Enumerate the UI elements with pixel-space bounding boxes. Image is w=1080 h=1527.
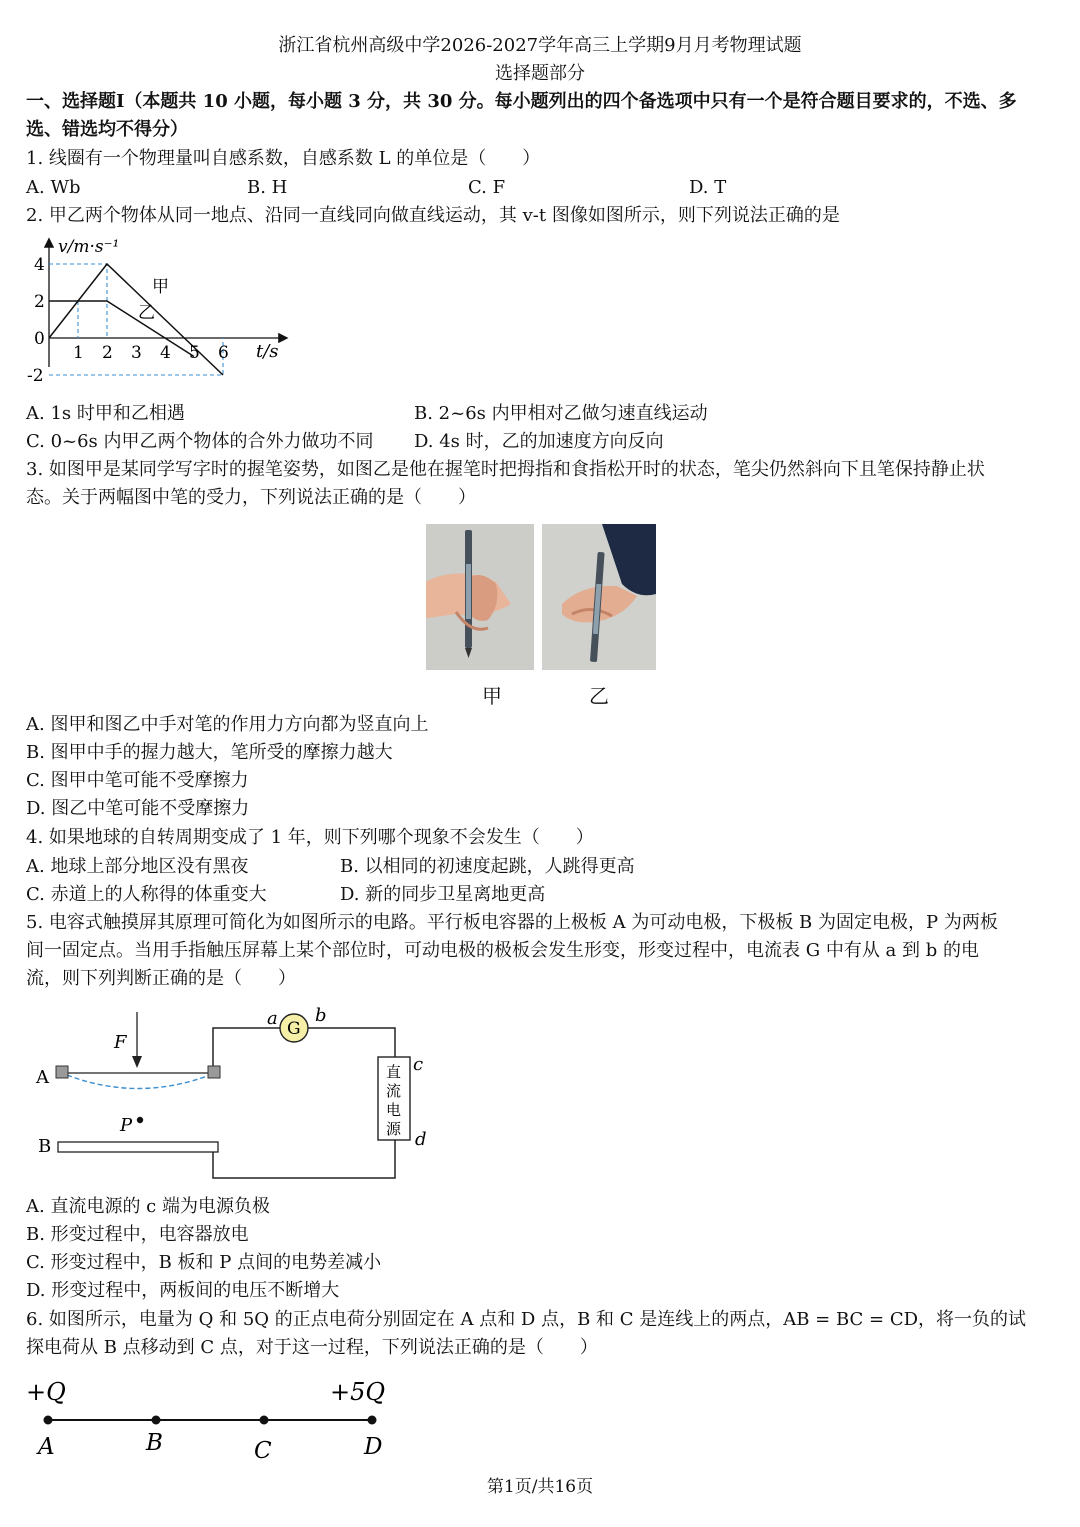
q3-option-a: A. 图甲和图乙中手对笔的作用力方向都为竖直向上	[26, 714, 429, 735]
point-p-label: P	[120, 1115, 133, 1136]
section-subtitle: 选择题部分	[495, 63, 585, 84]
q6-stem-line1: 6. 如图所示，电量为 Q 和 5Q 的正点电荷分别固定在 A 点和 D 点，B 和 C 是连线上的两点，AB = BC = CD，将一负的试	[26, 1309, 1027, 1330]
q1-option-d: D. T	[689, 177, 727, 198]
q2-option-d: D. 4s 时，乙的加速度方向反向	[414, 431, 664, 452]
page-footer: 第1页/共16页	[486, 1477, 594, 1497]
q2-option-c: C. 0~6s 内甲乙两个物体的合外力做功不同	[26, 431, 374, 452]
deformed-plate	[67, 1075, 210, 1089]
point-d	[368, 1416, 377, 1425]
section-instruction-line1: 一、选择题I（本题共 10 小题，每小题 3 分，共 30 分。每小题列出的四个备选项中只有一个是符合题目要求的，不选、多	[26, 91, 1017, 112]
q6-stem-line2: 探电荷从 B 点移动到 C 点，对于这一过程，下列说法正确的是（ ）	[26, 1337, 598, 1358]
charge-left-label: +Q	[26, 1378, 66, 1406]
plate-a-left-support	[56, 1066, 68, 1078]
q2-option-b: B. 2~6s 内甲相对乙做匀速直线运动	[414, 403, 708, 424]
q5-option-b: B. 形变过程中，电容器放电	[26, 1224, 249, 1245]
plate-b	[58, 1142, 218, 1152]
photo-yi	[542, 524, 656, 670]
terminal-a-label: a	[267, 1008, 278, 1029]
q4-option-a: A. 地球上部分地区没有黑夜	[26, 856, 249, 877]
point-d-label: D	[364, 1434, 383, 1460]
y-tick-label: 2	[34, 292, 45, 312]
q3-stem-line1: 3. 如图甲是某同学写字时的握笔姿势，如图乙是他在握笔时把拇指和食指松开时的状态，笔尖仍然斜向下且笔保持静止状	[26, 459, 985, 480]
q5-stem-line2: 间一固定点。当用手指触压屏幕上某个部位时，可动电极的极板会发生形变，形变过程中，电流表 G 中有从 a 到 b 的电	[26, 940, 979, 961]
q2-stem: 2. 甲乙两个物体从同一地点、沿同一直线同向做直线运动，其 v-t 图像如图所示，则下列说法正确的是	[26, 205, 840, 226]
dc-source-char-1: 直	[386, 1063, 402, 1081]
q5-option-a: A. 直流电源的 c 端为电源负极	[26, 1196, 270, 1217]
q2-option-a: A. 1s 时甲和乙相遇	[26, 403, 185, 424]
q3-option-d: D. 图乙中笔可能不受摩擦力	[26, 798, 250, 819]
plate-b-label: B	[38, 1136, 52, 1157]
x-tick-label: 5	[189, 343, 200, 363]
q1-option-c: C. F	[468, 177, 506, 198]
terminal-d-label: d	[415, 1129, 427, 1150]
charges-figure	[24, 1372, 404, 1467]
point-a	[44, 1416, 53, 1425]
series-label-jia: 甲	[152, 277, 169, 297]
q3-option-b: B. 图甲中手的握力越大，笔所受的摩擦力越大	[26, 742, 393, 763]
q3-option-c: C. 图甲中笔可能不受摩擦力	[26, 770, 249, 791]
plate-a-right-support	[208, 1066, 220, 1078]
q5-option-d: D. 形变过程中，两板间的电压不断增大	[26, 1280, 340, 1301]
x-tick-label: 4	[160, 343, 171, 363]
q1-option-b: B. H	[247, 177, 288, 198]
y-tick-label: 4	[34, 255, 45, 275]
q1-option-a: A. Wb	[26, 177, 81, 198]
caption-yi: 乙	[589, 684, 609, 708]
q4-option-b: B. 以相同的初速度起跳，人跳得更高	[340, 856, 635, 877]
x-tick-label: 3	[131, 343, 142, 363]
force-label: F	[114, 1032, 127, 1053]
q4-option-c: C. 赤道上的人称得的体重变大	[26, 884, 267, 905]
x-tick-label: 1	[73, 343, 84, 363]
dc-source-char-2: 流	[386, 1082, 402, 1100]
series-label-yi: 乙	[138, 303, 155, 323]
y-tick-label: 0	[34, 329, 45, 349]
x-axis-label: t/s	[256, 341, 279, 362]
q5-stem-line1: 5. 电容式触摸屏其原理可简化为如图所示的电路。平行板电容器的上极板 A 为可动电极，下极板 B 为固定电极，P 为两板	[26, 912, 998, 933]
capacitor-circuit	[30, 1002, 450, 1187]
point-p	[137, 1117, 143, 1123]
q5-option-c: C. 形变过程中，B 板和 P 点间的电势差减小	[26, 1252, 382, 1273]
q3-stem-line2: 态。关于两幅图中笔的受力，下列说法正确的是（ ）	[26, 487, 476, 508]
x-tick-label: 2	[102, 343, 113, 363]
terminal-c-label: c	[413, 1054, 424, 1075]
dc-source-char-4: 源	[386, 1120, 402, 1138]
q5-stem-line3: 流，则下列判断正确的是（ ）	[26, 968, 296, 989]
x-tick-label: 6	[218, 343, 229, 363]
caption-jia: 甲	[482, 684, 502, 708]
q4-stem: 4. 如果地球的自转周期变成了 1 年，则下列哪个现象不会发生（ ）	[26, 827, 594, 848]
point-b-label: B	[146, 1430, 163, 1456]
point-c-label: C	[254, 1438, 272, 1464]
y-tick-label: -2	[27, 366, 44, 386]
exam-title: 浙江省杭州高级中学2026-2027学年高三上学期9月月考物理试题	[278, 35, 802, 56]
vt-graph	[24, 232, 294, 392]
terminal-b-label: b	[315, 1005, 327, 1026]
point-c	[260, 1416, 269, 1425]
dc-source-char-3: 电	[386, 1101, 402, 1119]
galvanometer-label: G	[287, 1019, 301, 1039]
point-b	[152, 1416, 161, 1425]
section-instruction-line2: 选、错选均不得分）	[26, 119, 188, 140]
charge-right-label: +5Q	[330, 1378, 386, 1406]
plate-a-label: A	[36, 1067, 49, 1088]
point-a-label: A	[38, 1434, 55, 1460]
q4-option-d: D. 新的同步卫星离地更高	[340, 884, 546, 905]
q1-stem: 1. 线圈有一个物理量叫自感系数，自感系数 L 的单位是（ ）	[26, 148, 541, 169]
photo-jia	[426, 524, 534, 670]
y-axis-label: v/m·s⁻¹	[58, 237, 120, 257]
